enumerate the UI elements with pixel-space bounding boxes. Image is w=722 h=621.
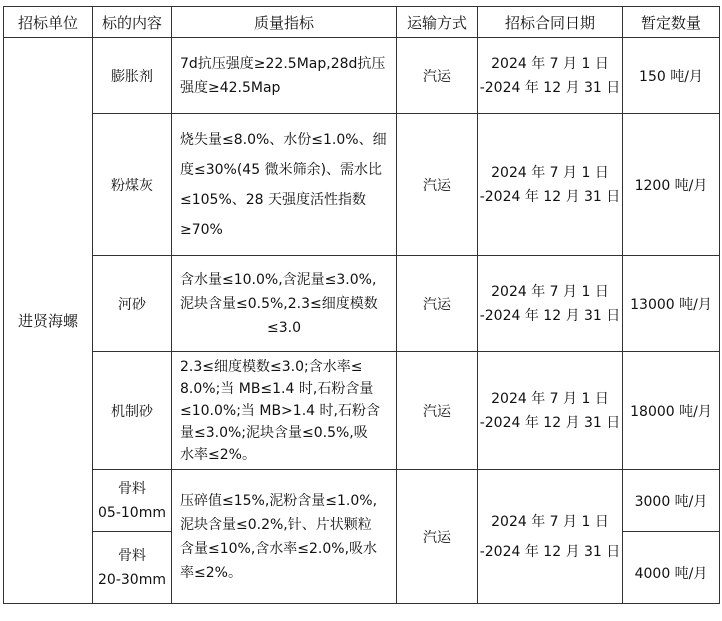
table-row — [4, 256, 720, 352]
quantity-cell: 13000 吨/月 — [623, 256, 720, 352]
quality-cell: 2.3≤细度模数≤3.0;含水率≤ 8.0%;当 MB≤1.4 时,石粉含量 ≤10.0%;当 MB>1.4 时,石粉含 量≤3.0%;泥块含量≤0.5%,吸 水率≤2%。 — [172, 352, 397, 470]
quality-cell: 烧失量≤8.0%、水份≤1.0%、细 度≤30%(45 微米筛余)、需水比 ≤105%、28 天强度活性指数≥70% — [172, 114, 397, 256]
tender-table — [3, 6, 720, 604]
date-cell: 2024 年 7 月 1 日 -2024 年 12 月 31 日 — [478, 114, 623, 256]
date-cell: 2024 年 7 月 1 日 -2024 年 12 月 31 日 — [478, 38, 623, 114]
header-unit: 招标单位 — [4, 7, 93, 38]
header-quality: 质量指标 — [172, 7, 397, 38]
table-row — [4, 470, 720, 532]
quantity-cell: 150 吨/月 — [623, 38, 720, 114]
transport-cell: 汽运 — [397, 470, 478, 604]
quantity-cell: 4000 吨/月 — [623, 532, 720, 604]
quality-cell: 含水量≤10.0%,含泥量≤3.0%, 泥块含量≤0.5%,2.3≤细度模数 ≤3.0 — [172, 256, 397, 352]
material-cell: 河砂 — [93, 256, 172, 352]
table-row — [4, 114, 720, 256]
header-transport: 运输方式 — [397, 7, 478, 38]
material-cell: 骨料 20-30mm — [93, 532, 172, 604]
header-quantity: 暂定数量 — [623, 7, 720, 38]
transport-cell: 汽运 — [397, 352, 478, 470]
tender-unit-cell: 进贤海螺 — [4, 38, 93, 604]
transport-cell: 汽运 — [397, 38, 478, 114]
quantity-cell: 3000 吨/月 — [623, 470, 720, 532]
transport-cell: 汽运 — [397, 114, 478, 256]
quantity-cell: 1200 吨/月 — [623, 114, 720, 256]
date-cell: 2024 年 7 月 1 日 -2024 年 12 月 31 日 — [478, 256, 623, 352]
material-cell: 机制砂 — [93, 352, 172, 470]
quality-cell: 压碎值≤15%,泥粉含量≤1.0%, 泥块含量≤0.2%,针、片状颗粒 含量≤10%,含水率≤2.0%,吸水 率≤2%。 — [172, 470, 397, 604]
table-row — [4, 38, 720, 114]
table-row — [4, 352, 720, 470]
header-material: 标的内容 — [93, 7, 172, 38]
material-cell: 骨料 05-10mm — [93, 470, 172, 532]
date-cell: 2024 年 7 月 1 日 -2024 年 12 月 31 日 — [478, 470, 623, 604]
material-cell: 膨胀剂 — [93, 38, 172, 114]
material-cell: 粉煤灰 — [93, 114, 172, 256]
quantity-cell: 18000 吨/月 — [623, 352, 720, 470]
transport-cell: 汽运 — [397, 256, 478, 352]
header-row — [4, 7, 720, 38]
date-cell: 2024 年 7 月 1 日 -2024 年 12 月 31 日 — [478, 352, 623, 470]
header-date: 招标合同日期 — [478, 7, 623, 38]
quality-cell: 7d抗压强度≥22.5Map,28d抗压 强度≥42.5Map — [172, 38, 397, 114]
